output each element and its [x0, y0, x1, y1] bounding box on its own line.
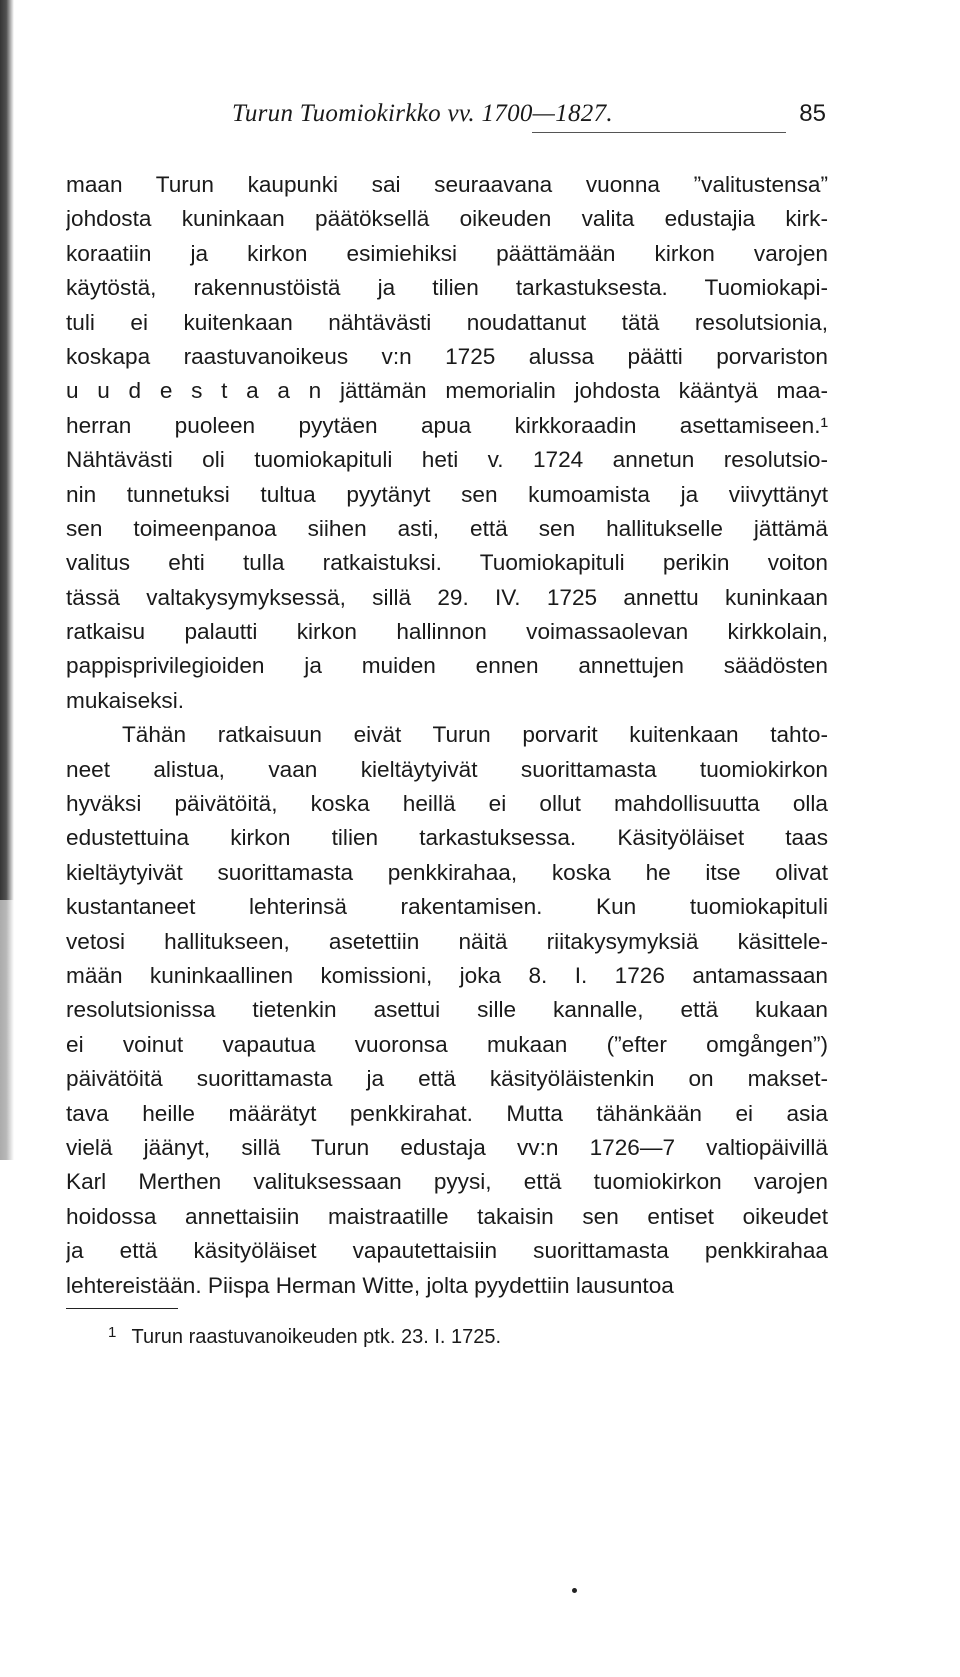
text-line: johdosta kuninkaan päätöksellä oikeuden valita edustajia kirk-: [66, 206, 828, 232]
binding-edge-shadow: [0, 0, 14, 900]
footnote-marker: 1: [108, 1324, 117, 1341]
text-line: ratkaisu palautti kirkon hallinnon voimassaolevan kirkkolain,: [66, 619, 828, 645]
text-line: resolutsionissa tietenkin asettui sille kannalle, että kukaan: [66, 997, 828, 1023]
text-line: edustettuina kirkon tilien tarkastuksessa. Käsityöläiset taas: [66, 825, 828, 851]
text-line: neet alistua, vaan kieltäytyivät suorittamasta tuomiokirkon: [66, 756, 828, 782]
text-line: valitus ehti tulla ratkaistuksi. Tuomiokapituli perikin voiton: [66, 550, 828, 576]
text-line: päivätöitä suorittamasta ja että käsityöläistenkin on makset-: [66, 1066, 828, 1092]
page-header: [232, 100, 826, 136]
text-line: vetosi hallitukseen, asetettiin näitä riitakysymyksiä käsittele-: [66, 928, 828, 954]
text-line: kieltäytyivät suorittamasta penkkirahaa, koska he itse olivat: [66, 859, 828, 885]
text-line: sen toimeenpanoa siihen asti, että sen hallitukselle jättämä: [66, 515, 828, 541]
text-line: herran puoleen pyytäen apua kirkkoraadin asettamiseen.¹: [66, 412, 828, 438]
text-line: koraatiin ja kirkon esimiehiksi päättämään kirkon varojen: [66, 240, 828, 266]
text-line: pappisprivilegioiden ja muiden ennen annettujen säädösten: [66, 653, 828, 679]
text-line: hyväksi päivätöitä, koska heillä ei ollut mahdollisuutta olla: [66, 791, 828, 817]
print-speck: [572, 1588, 577, 1593]
text-line: mään kuninkaallinen komissioni, joka 8. I. 1726 antamassaan: [66, 962, 828, 988]
text-line: vielä jäänyt, sillä Turun edustaja vv:n 1726—7 valtiopäivillä: [66, 1134, 828, 1160]
text-line: kustantaneet lehterinsä rakentamisen. Kun tuomiokapituli: [66, 894, 828, 920]
text-line: tuli ei kuitenkaan nähtävästi noudattanut tätä resolutsionia,: [66, 309, 828, 335]
text-line: tässä valtakysymyksessä, sillä 29. IV. 1725 annettu kuninkaan: [66, 584, 828, 610]
text-line: maan Turun kaupunki sai seuraavana vuonna ”valitustensa”: [66, 172, 828, 197]
body-text: [66, 168, 828, 1303]
text-line: ei voinut vapautua vuoronsa mukaan (”efter omgången”): [66, 1031, 828, 1057]
footnote: [108, 1320, 501, 1356]
text-line: Tähän ratkaisuun eivät Turun porvarit kuitenkaan tahto-: [122, 722, 828, 748]
page-number: 85: [799, 100, 826, 127]
footnote-rule: [66, 1308, 178, 1309]
text-line: ja että käsityöläiset vapautettaisiin suorittamasta penkkirahaa: [66, 1238, 828, 1264]
text-line: Karl Merthen valituksessaan pyysi, että tuomiokirkon varojen: [66, 1169, 828, 1195]
running-title: Turun Tuomiokirkko vv. 1700—1827.: [232, 100, 613, 127]
header-rule: [532, 132, 786, 133]
binding-edge-shadow-lower: [0, 900, 14, 1160]
text-line: nin tunnetuksi tultua pyytänyt sen kumoamista ja viivyttänyt: [66, 481, 828, 507]
text-line: koskapa raastuvanoikeus v:n 1725 alussa päätti porvariston: [66, 343, 828, 369]
text-line: käytöstä, rakennustöistä ja tilien tarkastuksesta. Tuomiokapi-: [66, 275, 828, 301]
text-line: mukaiseksi.: [66, 687, 185, 713]
text-line: tava heille määrätyt penkkirahat. Mutta tähänkään ei asia: [66, 1100, 828, 1126]
text-line: u u d e s t a a n jättämän memorialin johdosta kääntyä maa-: [66, 378, 828, 404]
text-line: hoidossa annettaisiin maistraatille takaisin sen entiset oikeudet: [66, 1203, 828, 1229]
text-line: Nähtävästi oli tuomiokapituli heti v. 1724 annetun resolutsio-: [66, 447, 828, 473]
text-line: lehtereistään. Piispa Herman Witte, jolta pyydettiin lausuntoa: [66, 1272, 674, 1298]
footnote-text: Turun raastuvanoikeuden ptk. 23. I. 1725.: [131, 1326, 502, 1348]
